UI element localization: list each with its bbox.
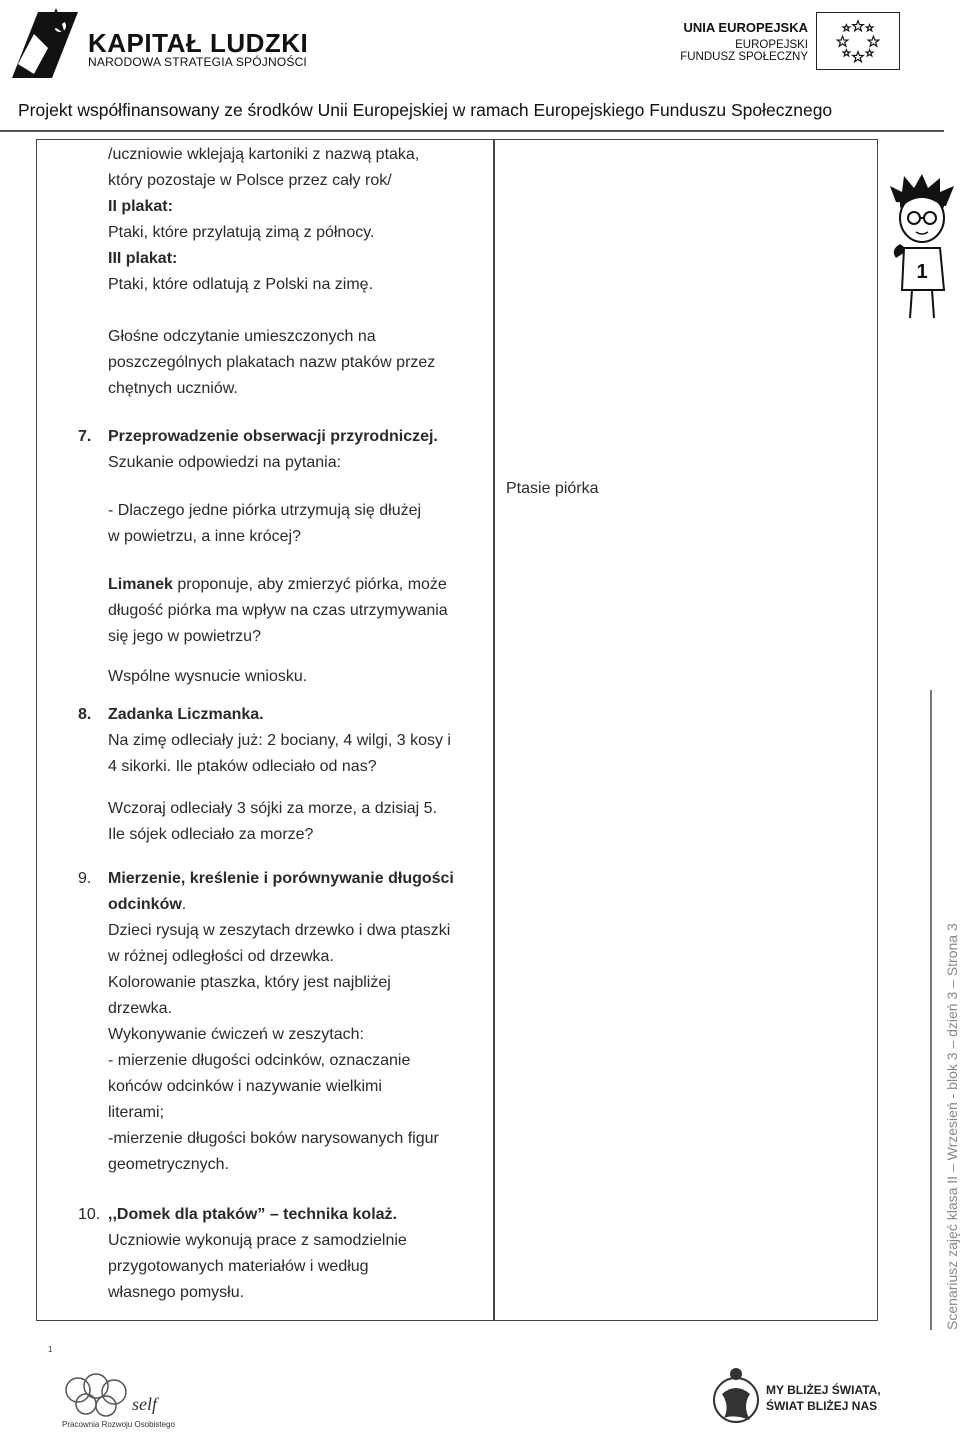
plakat-2-text: Ptaki, które przylatują zimą z północy. bbox=[108, 224, 375, 241]
plakat-3-label: III plakat: bbox=[108, 250, 178, 267]
plakat-2-label: II plakat: bbox=[108, 198, 173, 215]
step-8-task-line: Wczoraj odleciały 3 sójki za morze, a dzisiaj 5. bbox=[108, 800, 438, 817]
project-funding-line: Projekt współfinansowany ze środków Unii Europejskiej w ramach Europejskiego Funduszu Społecznego bbox=[18, 100, 833, 120]
limanek-line: się jego w powietrzu? bbox=[108, 628, 261, 645]
step-9-title: odcinków bbox=[108, 896, 182, 913]
step-7-title: Przeprowadzenie obserwacji przyrodniczej. bbox=[108, 428, 438, 445]
step-8-number: 8. bbox=[78, 706, 92, 723]
plakat-3-text: Ptaki, które odlatują z Polski na zimę. bbox=[108, 276, 374, 293]
step-8-task-line: Ile sójek odleciało za morze? bbox=[108, 826, 314, 843]
step-9-line: końców odcinków i nazywanie wielkimi bbox=[108, 1078, 382, 1095]
intro-line: /uczniowie wklejają kartoniki z nazwą ptaka, bbox=[108, 146, 420, 163]
reading-line: chętnych uczniów. bbox=[108, 380, 238, 397]
step-8-task-line: Na zimę odleciały już: 2 bociany, 4 wilgi, 3 kosy i bbox=[108, 732, 451, 749]
step-7-question: w powietrzu, a inne krócej? bbox=[108, 528, 301, 545]
scenario-page-label: Scenariusz zajęć klasa II – Wrzesień - blok 3 – dzień 3 – Strona 3 bbox=[944, 923, 960, 1330]
step-10-line: własnego pomysłu. bbox=[108, 1284, 245, 1301]
mascot-child-icon bbox=[886, 172, 958, 322]
step-8 bbox=[78, 702, 490, 848]
eu-fund-line1: EUROPEJSKI bbox=[735, 39, 808, 51]
motto-line-1: MY BLIŻEJ ŚWIATA, bbox=[766, 1383, 881, 1397]
svg-text:self: self bbox=[132, 1394, 157, 1414]
step-7-line: Szukanie odpowiedzi na pytania: bbox=[108, 454, 342, 471]
step-7-number: 7. bbox=[78, 428, 92, 445]
step-8-title: Zadanka Liczmanka. bbox=[108, 706, 264, 723]
step-9-line: Dzieci rysują w zeszytach drzewko i dwa ptaszki bbox=[108, 922, 451, 939]
materials-cell: Ptasie piórka bbox=[506, 480, 599, 497]
header-divider bbox=[0, 130, 944, 132]
globe-people-icon bbox=[712, 1364, 760, 1430]
eu-flag-icon bbox=[816, 12, 900, 70]
reading-line: poszczególnych plakatach nazw ptaków przez bbox=[108, 354, 436, 371]
step-10-line: Uczniowie wykonują prace z samodzielnie bbox=[108, 1232, 407, 1249]
step-9-line: - mierzenie długości odcinków, oznaczanie bbox=[108, 1052, 411, 1069]
step-10 bbox=[78, 1202, 490, 1306]
side-rule bbox=[930, 690, 932, 1330]
step-10-line: przygotowanych materiałów i według bbox=[108, 1258, 369, 1275]
limanek-text: proponuje, aby zmierzyć piórka, może bbox=[172, 576, 447, 593]
eu-fund-label bbox=[680, 20, 808, 63]
step-9-line: w różnej odległości od drzewka. bbox=[108, 948, 334, 965]
lesson-table-column-divider bbox=[493, 139, 495, 1321]
footnote-mark: 1 bbox=[48, 1345, 53, 1354]
kapital-ludzki-title: KAPITAŁ LUDZKI bbox=[88, 28, 309, 58]
step-10-number: 10. bbox=[78, 1206, 101, 1223]
step-9-line: drzewka. bbox=[108, 1000, 173, 1017]
lesson-steps-column bbox=[78, 140, 490, 1306]
step-9-line: geometrycznych. bbox=[108, 1156, 229, 1173]
motto-line-2: ŚWIAT BLIŻEJ NAS bbox=[766, 1399, 878, 1413]
motto bbox=[766, 1382, 881, 1414]
step-8-task-line: 4 sikorki. Ile ptaków odleciało od nas? bbox=[108, 758, 377, 775]
step-7 bbox=[78, 424, 490, 690]
step-9-line: Wykonywanie ćwiczeń w zeszytach: bbox=[108, 1026, 364, 1043]
step-9 bbox=[78, 866, 490, 1178]
limanek-name: Limanek bbox=[108, 576, 173, 593]
step-10-title: ,,Domek dla ptaków” – technika kolaż. bbox=[108, 1206, 397, 1223]
kapital-ludzki-subtitle: NARODOWA STRATEGIA SPÓJNOŚCI bbox=[88, 55, 307, 69]
intro-line: który pozostaje w Polsce przez cały rok/ bbox=[108, 172, 392, 189]
step-9-line: Kolorowanie ptaszka, który jest najbliżej bbox=[108, 974, 391, 991]
limanek-line: długość piórka ma wpływ na czas utrzymywania bbox=[108, 602, 448, 619]
step-9-line: -mierzenie długości boków narysowanych figur bbox=[108, 1130, 439, 1147]
step-9-number: 9. bbox=[78, 870, 92, 887]
reading-line: Głośne odczytanie umieszczonych na bbox=[108, 328, 376, 345]
mascot-number: 1 bbox=[916, 261, 928, 283]
eu-title: UNIA EUROPEJSKA bbox=[683, 20, 808, 35]
self-logo-caption: Pracownia Rozwoju Osobistego bbox=[62, 1420, 175, 1429]
eu-fund-line2: FUNDUSZ SPOŁECZNY bbox=[680, 51, 808, 63]
step-9-line: literami; bbox=[108, 1104, 165, 1121]
step-7-conclusion: Wspólne wysnucie wniosku. bbox=[108, 668, 308, 685]
step-9-title-end: . bbox=[181, 896, 187, 913]
step-7-question: - Dlaczego jedne piórka utrzymują się dłużej bbox=[108, 502, 422, 519]
step-9-title: Mierzenie, kreślenie i porównywanie długości bbox=[108, 870, 454, 887]
